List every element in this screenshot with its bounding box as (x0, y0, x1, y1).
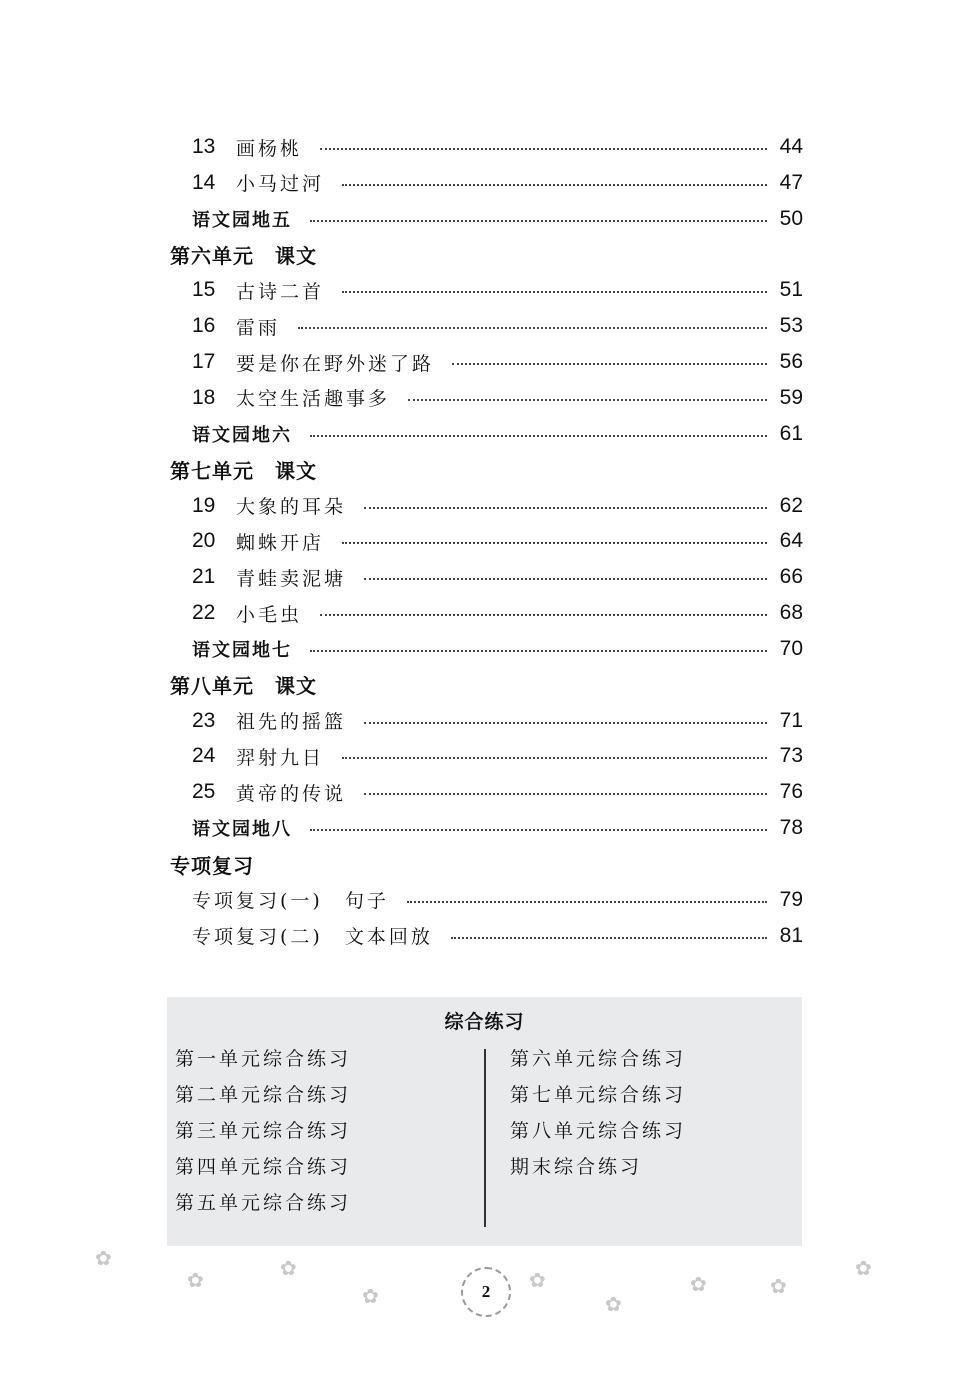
flower-icon: ✿ (770, 1274, 787, 1298)
toc-entry[interactable] (192, 631, 803, 667)
toc-entry[interactable] (192, 380, 803, 416)
flower-icon: ✿ (855, 1256, 872, 1280)
entry-title: 蜘蛛开店 (236, 531, 325, 554)
lesson-number: 21 (192, 565, 216, 589)
lesson-number: 24 (192, 744, 216, 768)
practice-item[interactable]: 第八单元综合练习 (510, 1120, 687, 1142)
lesson-number: 22 (192, 601, 216, 625)
practice-item[interactable]: 第四单元综合练习 (175, 1156, 352, 1178)
toc-entry[interactable] (192, 559, 803, 595)
flower-icon: ✿ (187, 1268, 204, 1292)
lesson-number: 14 (192, 170, 216, 194)
entry-title: 语文园地六 (192, 424, 292, 446)
toc-section-heading (170, 237, 803, 273)
dot-leader (320, 614, 767, 616)
practice-item[interactable]: 第六单元综合练习 (510, 1048, 687, 1070)
lesson-number: 20 (192, 529, 216, 553)
page-ref: 79 (779, 887, 803, 911)
page-ref: 73 (779, 744, 803, 768)
entry-title: 青蛙卖泥塘 (236, 567, 347, 590)
dot-leader (342, 542, 767, 544)
lesson-number: 18 (192, 385, 216, 409)
dot-leader (364, 722, 767, 724)
lesson-number: 23 (192, 708, 216, 732)
entry-title: 古诗二首 (236, 280, 325, 303)
dot-leader (364, 793, 767, 795)
page-ref: 51 (779, 278, 803, 302)
page-ref: 53 (779, 314, 803, 338)
lesson-number: 15 (192, 278, 216, 302)
entry-title: 语文园地七 (192, 639, 292, 661)
toc-entry[interactable] (192, 523, 803, 559)
page-ref: 61 (779, 421, 803, 445)
entry-title: 小马过河 (236, 173, 325, 196)
section-title: 第八单元 课文 (170, 674, 317, 699)
page-ref: 62 (779, 493, 803, 517)
page-ref: 68 (779, 601, 803, 625)
entry-title: 专项复习(二) 文本回放 (192, 926, 433, 949)
dot-leader (310, 220, 767, 222)
dot-leader (451, 937, 767, 939)
entry-title: 黄帝的传说 (236, 782, 347, 805)
dot-leader (298, 327, 767, 329)
entry-title: 小毛虫 (236, 603, 303, 626)
practice-item[interactable]: 第一单元综合练习 (175, 1048, 352, 1070)
practice-item[interactable]: 第三单元综合练习 (175, 1120, 352, 1142)
toc-entry[interactable] (192, 308, 803, 344)
toc-entry[interactable] (192, 918, 803, 954)
dot-leader (320, 148, 767, 150)
dot-leader (310, 650, 767, 652)
page-ref: 81 (779, 923, 803, 947)
dot-leader (364, 578, 767, 580)
page-ref: 71 (779, 708, 803, 732)
dot-leader (310, 829, 767, 831)
dot-leader (407, 901, 767, 903)
toc-entry[interactable] (192, 595, 803, 631)
page-ref: 70 (779, 636, 803, 660)
entry-title: 羿射九日 (236, 746, 325, 769)
practice-box (167, 997, 802, 1246)
toc-entry[interactable] (192, 810, 803, 846)
dot-leader (342, 757, 767, 759)
page-ref: 59 (779, 385, 803, 409)
flower-icon: ✿ (529, 1268, 546, 1292)
practice-item[interactable]: 期末综合练习 (510, 1156, 643, 1178)
dot-leader (408, 399, 767, 401)
entry-title: 雷雨 (236, 316, 281, 339)
lesson-number: 25 (192, 780, 216, 804)
toc-entry[interactable] (192, 774, 803, 810)
flower-icon: ✿ (605, 1292, 622, 1316)
practice-item[interactable]: 第二单元综合练习 (175, 1084, 352, 1106)
toc-entry[interactable] (192, 738, 803, 774)
entry-title: 专项复习(一) 句子 (192, 890, 389, 913)
toc-entry[interactable] (192, 129, 803, 165)
section-title: 第七单元 课文 (170, 459, 317, 484)
dot-leader (342, 291, 767, 293)
page-ref: 50 (779, 206, 803, 230)
toc-section-heading (170, 667, 803, 703)
flower-icon: ✿ (690, 1272, 707, 1296)
lesson-number: 17 (192, 350, 216, 374)
toc-entry[interactable] (192, 882, 803, 918)
practice-title: 综合练习 (444, 1011, 525, 1033)
practice-item[interactable]: 第五单元综合练习 (175, 1192, 352, 1214)
dot-leader (342, 184, 767, 186)
page-ref: 76 (779, 780, 803, 804)
entry-title: 语文园地八 (192, 819, 292, 841)
section-title: 第六单元 课文 (170, 244, 317, 269)
column-divider (484, 1049, 486, 1227)
page-number-badge (461, 1267, 511, 1317)
page-ref: 66 (779, 565, 803, 589)
entry-title: 祖先的摇篮 (236, 711, 347, 734)
lesson-number: 16 (192, 314, 216, 338)
page-ref: 44 (779, 135, 803, 158)
entry-title: 太空生活趣事多 (236, 388, 391, 411)
entry-title: 要是你在野外迷了路 (236, 352, 435, 375)
toc-entry[interactable] (192, 703, 803, 739)
page-ref: 78 (779, 816, 803, 840)
toc-entry[interactable] (192, 201, 803, 237)
dot-leader (310, 435, 767, 437)
page-ref: 56 (779, 350, 803, 374)
entry-title: 大象的耳朵 (236, 496, 347, 518)
flower-icon: ✿ (95, 1246, 112, 1270)
dot-leader (364, 507, 767, 509)
toc-entry[interactable] (192, 416, 803, 452)
toc-section-heading (170, 846, 803, 882)
entry-title: 画杨桃 (236, 137, 303, 160)
flower-icon: ✿ (362, 1284, 379, 1308)
practice-right-column (510, 1041, 686, 1185)
flower-icon: ✿ (280, 1256, 297, 1280)
lesson-number: 19 (192, 493, 216, 517)
entry-title: 语文园地五 (192, 209, 292, 231)
toc-entry[interactable] (192, 272, 803, 308)
practice-left-column (175, 1041, 351, 1221)
practice-item[interactable]: 第七单元综合练习 (510, 1084, 687, 1106)
toc-section-heading (170, 452, 803, 488)
toc-entry[interactable] (192, 165, 803, 201)
page-ref: 47 (779, 170, 803, 194)
lesson-number: 13 (192, 135, 216, 158)
toc-entry[interactable] (192, 344, 803, 380)
page-number: 2 (481, 1282, 491, 1301)
toc-entry[interactable] (192, 488, 803, 524)
page-ref: 64 (779, 529, 803, 553)
section-title: 专项复习 (170, 853, 254, 878)
dot-leader (452, 363, 767, 365)
